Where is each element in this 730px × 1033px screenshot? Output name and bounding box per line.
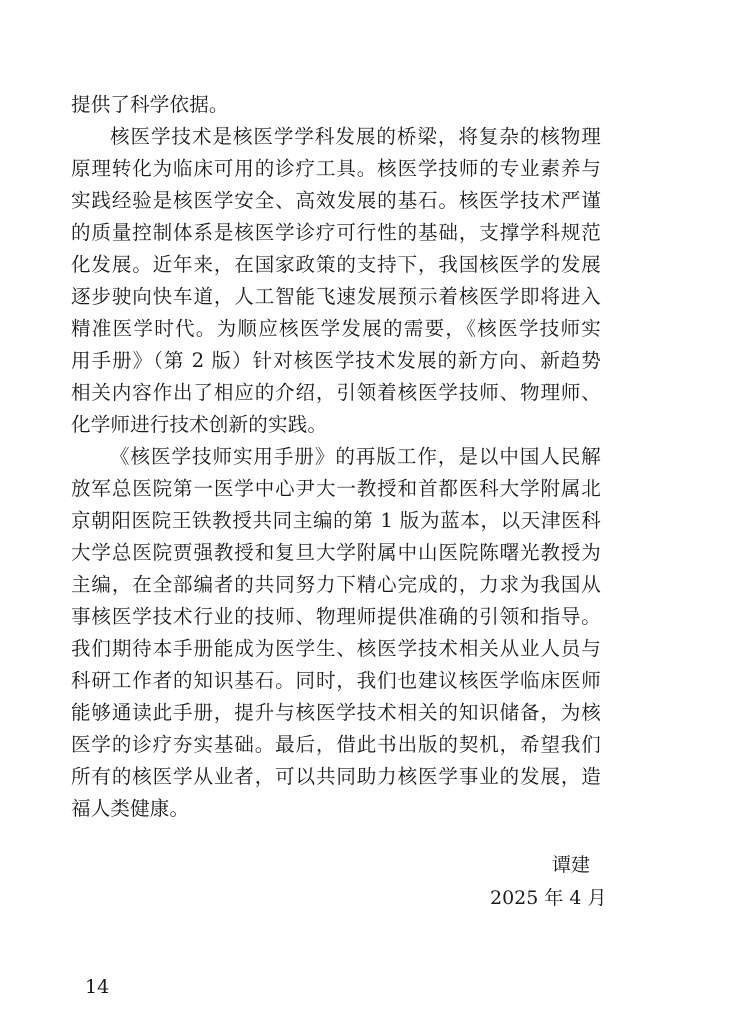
- paragraph-line: 放军总医院第一医学中心尹大一教授和首都医科大学附属北: [71, 477, 601, 500]
- paragraph-line: 《核医学技师实用手册》的再版工作，是以中国人民解: [110, 445, 601, 468]
- paragraph-line: 事核医学技术行业的技师、物理师提供准确的引领和指导。: [71, 605, 601, 628]
- paragraph-line: 用手册》（第 2 版）针对核医学技术发展的新方向、新趋势: [71, 349, 601, 372]
- paragraph-line: 核医学技术是核医学学科发展的桥梁，将复杂的核物理: [110, 125, 601, 148]
- paragraph-line: 科研工作者的知识基石。同时，我们也建议核医学临床医师: [71, 669, 601, 692]
- paragraph-line: 实践经验是核医学安全、高效发展的基石。核医学技术严谨: [71, 189, 601, 212]
- paragraph-line: 化学师进行技术创新的实践。: [71, 413, 328, 436]
- paragraph-line: 的质量控制体系是核医学诊疗可行性的基础，支撑学科规范: [71, 221, 601, 244]
- paragraph-line: 精准医学时代。为顺应核医学发展的需要，《核医学技师实: [71, 317, 601, 340]
- signature-author: 谭建: [552, 854, 591, 876]
- paragraph-line: 主编，在全部编者的共同努力下精心完成的，力求为我国从: [71, 573, 601, 596]
- paragraph-line: 所有的核医学从业者，可以共同助力核医学事业的发展，造: [71, 765, 601, 788]
- paragraph-line: 京朝阳医院王铁教授共同主编的第 1 版为蓝本，以天津医科: [71, 509, 601, 532]
- paragraph-line: 我们期待本手册能成为医学生、核医学技术相关从业人员与: [71, 637, 601, 660]
- paragraph-line: 原理转化为临床可用的诊疗工具。核医学技师的专业素养与: [71, 157, 601, 180]
- paragraph-line: 相关内容作出了相应的介绍，引领着核医学技师、物理师、: [71, 381, 601, 404]
- paragraph-line: 医学的诊疗夯实基础。最后，借此书出版的契机，希望我们: [71, 733, 601, 756]
- signature-date: 2025 年 4 月: [490, 887, 607, 909]
- page-number: 14: [85, 976, 110, 998]
- paragraph-line: 提供了科学依据。: [71, 93, 229, 116]
- paragraph-line: 化发展。近年来，在国家政策的支持下，我国核医学的发展: [71, 253, 601, 276]
- paragraph-line: 大学总医院贾强教授和复旦大学附属中山医院陈曙光教授为: [71, 541, 601, 564]
- paragraph-line: 逐步驶向快车道，人工智能飞速发展预示着核医学即将进入: [71, 285, 601, 308]
- paragraph-line: 能够通读此手册，提升与核医学技术相关的知识储备，为核: [71, 701, 601, 724]
- paragraph-line: 福人类健康。: [71, 797, 190, 820]
